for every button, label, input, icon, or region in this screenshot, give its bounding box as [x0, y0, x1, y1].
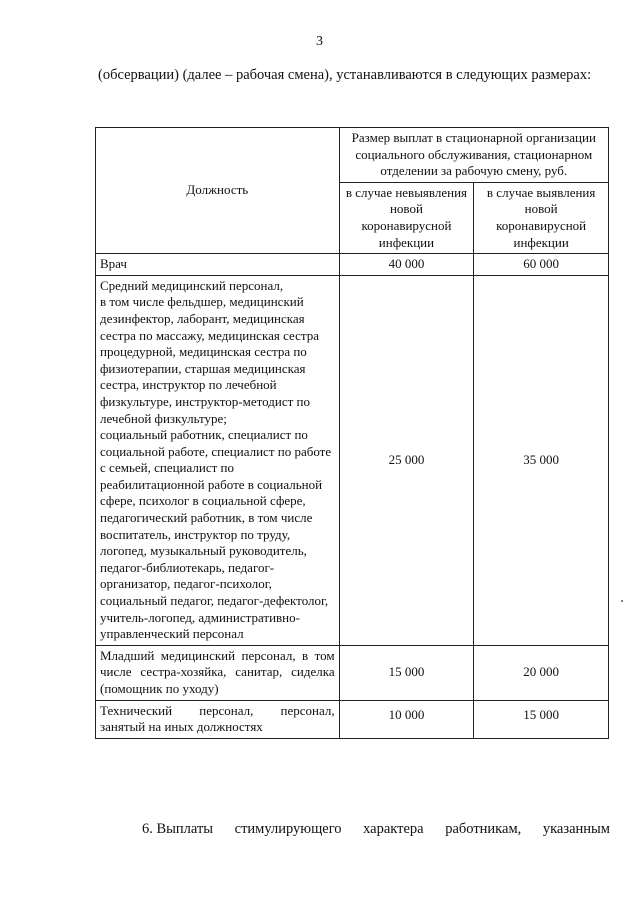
table-row	[96, 700, 609, 738]
value-infection: 15 000	[474, 700, 609, 738]
position-cell	[96, 275, 340, 645]
value-infection: 35 000	[474, 275, 609, 645]
position-line: Младший медицинский персонал, в том числе сестра-хозяйка, санитар, сиделка (помощник по уходу)	[100, 647, 335, 696]
value-infection: 60 000	[474, 254, 609, 276]
position-line: социальный работник, специалист по социальной работе, специалист по работе с семьей, специалист по реабилитационной работе в социальной сфере, психолог в социальной сфере, педагогический работник, в том числе воспитатель, инструктор по труду, логопед, музыкальный руководитель, педагог-библиотекарь, педагог-организатор, педагог-психолог, социальный педагог, педагог-дефектолог, учитель-логопед, административно-управленческий персонал	[100, 427, 332, 642]
value-no-infection: 15 000	[339, 645, 474, 700]
table-row	[96, 645, 609, 700]
position-line: Врач	[100, 256, 127, 272]
position-cell	[96, 700, 340, 738]
position-line: Средний медицинский персонал,	[100, 277, 284, 293]
value-no-infection: 25 000	[339, 275, 474, 645]
table-row	[96, 254, 609, 276]
header-no-infection: в случае невыявления новой коронавирусной инфекции	[339, 182, 474, 253]
table-row	[96, 275, 609, 645]
header-position: Должность	[96, 128, 340, 254]
value-infection: 20 000	[474, 645, 609, 700]
closing-word: характера	[363, 821, 424, 837]
closing-word: 6. Выплаты	[142, 821, 214, 837]
payment-table	[95, 127, 609, 739]
position-line: в том числе фельдшер, медицинский дезинфектор, лаборант, медицинская сестра по массажу, медицинская сестра процедурной, медицинская сестра по физиотерапии, старшая медицинская сестра, инструктор по лечебной физкультуре, инструктор-методист по лечебной физкультуре;	[100, 294, 319, 426]
position-cell	[96, 254, 340, 276]
position-line: Технический персонал, персонал, занятый на иных должностях	[100, 702, 335, 735]
closing-word: стимулирующего	[234, 821, 342, 837]
page-number: 3	[316, 34, 323, 49]
closing-word: работникам,	[445, 821, 522, 837]
header-payment-group: Размер выплат в стационарной организации социального обслуживания, стационарном отделении за рабочую смену, руб.	[339, 128, 608, 183]
position-cell	[96, 645, 340, 700]
intro-paragraph: (обсервации) (далее – рабочая смена), устанавливаются в следующих размерах:	[98, 67, 592, 83]
closing-paragraph	[98, 820, 610, 839]
value-no-infection: 40 000	[339, 254, 474, 276]
header-infection: в случае выявления новой коронавирусной инфекции	[474, 182, 609, 253]
scan-speck	[621, 600, 623, 602]
closing-word: указанным	[542, 821, 610, 837]
value-no-infection: 10 000	[339, 700, 474, 738]
table-header-row	[96, 128, 609, 183]
